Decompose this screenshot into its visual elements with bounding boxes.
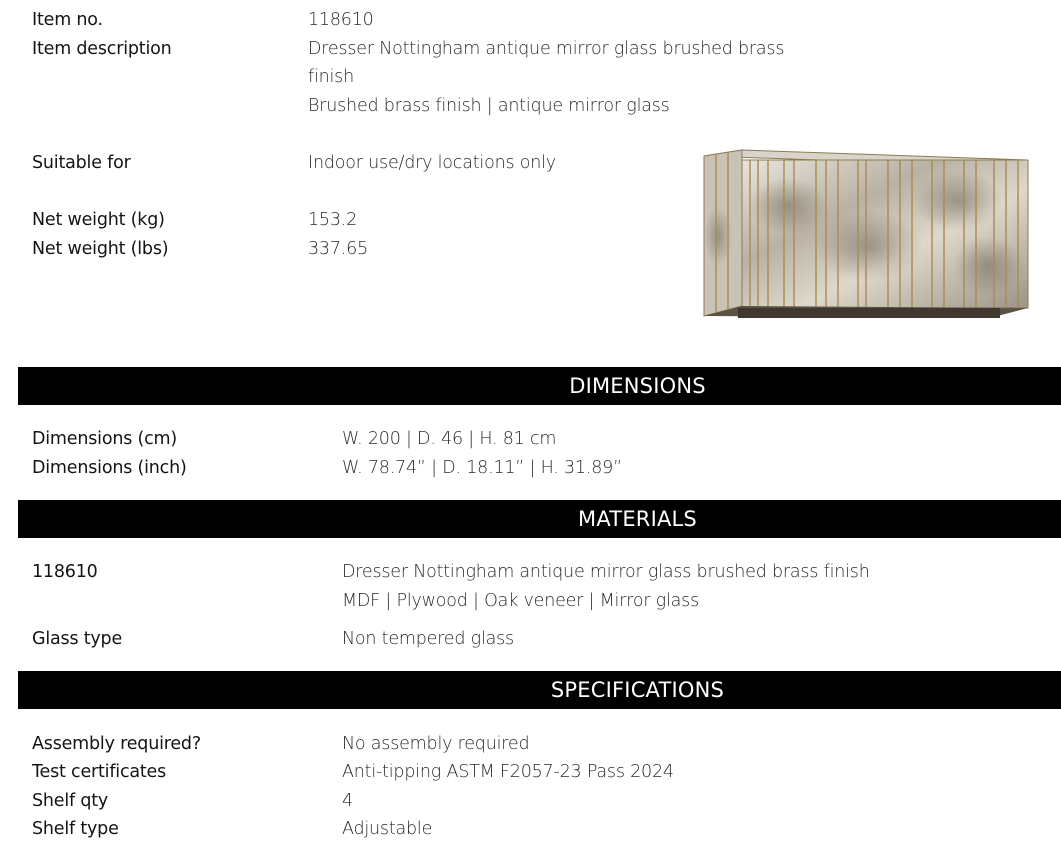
- assembly-label: Assembly required?: [32, 734, 201, 754]
- item-description-line-3: Brushed brass finish | antique mirror glass: [308, 96, 670, 116]
- glass-type-value: Non tempered glass: [342, 629, 514, 649]
- materials-header: [18, 500, 1061, 538]
- specifications-title: SPECIFICATIONS: [550, 678, 725, 702]
- suitable-for-value: Indoor use/dry locations only: [308, 153, 556, 173]
- item-no-label: Item no.: [32, 10, 103, 30]
- dimensions-inch-value: W. 78.74” | D. 18.11” | H. 31.89”: [342, 458, 622, 478]
- item-description-line-1: Dresser Nottingham antique mirror glass brushed brass: [308, 39, 785, 59]
- assembly-value: No assembly required: [342, 734, 530, 754]
- materials-code-line-1: Dresser Nottingham antique mirror glass brushed brass finish: [342, 562, 870, 582]
- dimensions-header: [18, 367, 1061, 405]
- net-weight-kg-value: 153.2: [308, 210, 358, 230]
- shelf-qty-value: 4: [342, 791, 353, 811]
- dimensions-cm-value: W. 200 | D. 46 | H. 81 cm: [342, 429, 557, 449]
- dimensions-inch-label: Dimensions (inch): [32, 458, 187, 478]
- specifications-header: [18, 671, 1061, 709]
- product-image: [698, 146, 1030, 332]
- net-weight-lbs-value: 337.65: [308, 239, 369, 259]
- test-certificates-label: Test certificates: [32, 762, 167, 782]
- glass-type-label: Glass type: [32, 629, 123, 649]
- item-no-value: 118610: [308, 10, 374, 30]
- shelf-type-value: Adjustable: [342, 819, 433, 839]
- materials-code-line-2: MDF | Plywood | Oak veneer | Mirror glass: [342, 591, 700, 611]
- shelf-type-label: Shelf type: [32, 819, 119, 839]
- item-description-line-2: finish: [308, 67, 354, 87]
- materials-title: MATERIALS: [578, 507, 697, 531]
- net-weight-kg-label: Net weight (kg): [32, 210, 165, 230]
- materials-code-label: 118610: [32, 562, 98, 582]
- net-weight-lbs-label: Net weight (lbs): [32, 239, 169, 259]
- dimensions-title: DIMENSIONS: [569, 374, 706, 398]
- suitable-for-label: Suitable for: [32, 153, 131, 173]
- dimensions-cm-label: Dimensions (cm): [32, 429, 178, 449]
- shelf-qty-label: Shelf qty: [32, 791, 109, 811]
- test-certificates-value: Anti-tipping ASTM F2057-23 Pass 2024: [342, 762, 674, 782]
- item-description-label: Item description: [32, 39, 172, 59]
